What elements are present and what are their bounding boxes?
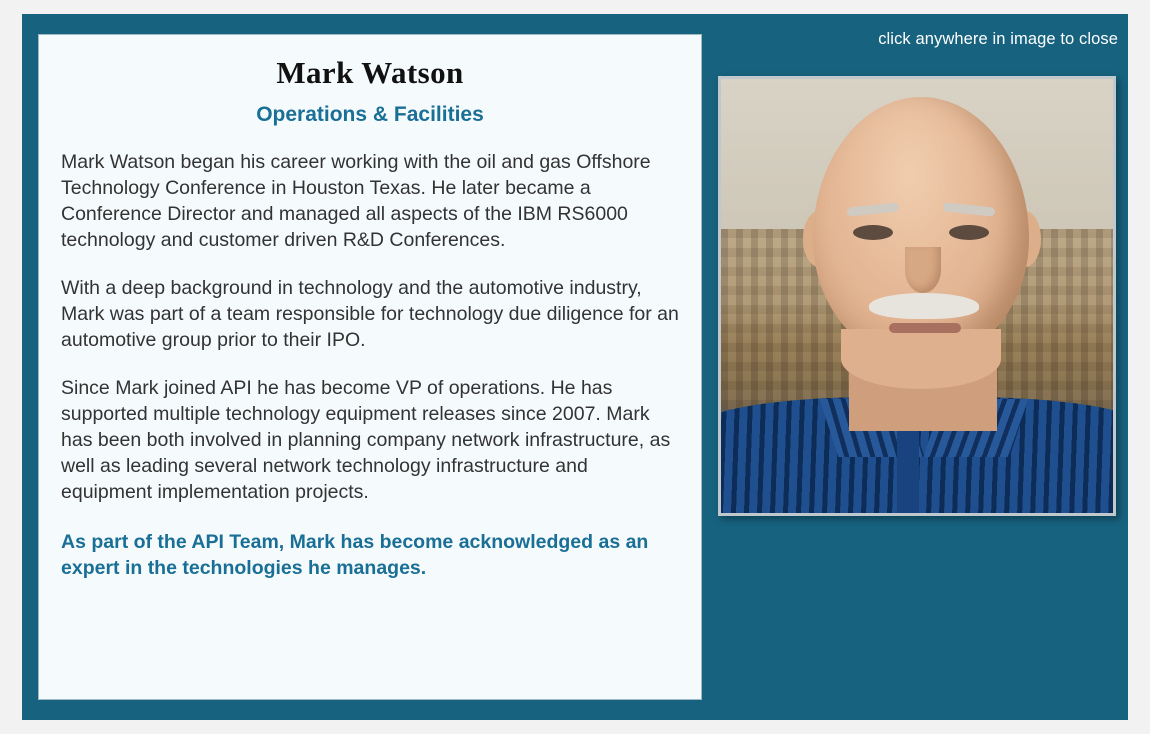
portrait-eye-right xyxy=(949,225,989,240)
portrait-nose xyxy=(905,247,941,293)
portrait-mouth xyxy=(889,323,961,333)
close-hint-text[interactable]: click anywhere in image to close xyxy=(878,30,1118,48)
portrait-chin xyxy=(841,329,1001,389)
portrait-mustache xyxy=(869,293,979,319)
bio-highlight-text: As part of the API Team, Mark has become acknowledged as an expert in the technologies he manages. xyxy=(61,531,649,579)
bio-paragraph-1: Mark Watson began his career working with the oil and gas Offshore Technology Conference in Houston Texas. He later became a Conference Director and managed all aspects of the IBM RS6000 technology and customer driven R&D Conferences. xyxy=(61,151,651,251)
portrait-placket xyxy=(897,431,919,516)
avatar xyxy=(718,76,1116,516)
bio-paragraph-2: With a deep background in technology and the automotive industry, Mark was part of a team responsible for technology due diligence for an automotive group prior to their IPO. xyxy=(61,277,679,351)
bio-modal-overlay[interactable] xyxy=(22,14,1128,720)
bio-paragraph-3: Since Mark joined API he has become VP of operations. He has supported multiple technology equipment releases since 2007. Mark has been both involved in planning company network infrastructure, as well as leading several network technology infrastructure and equipment implementation projects. xyxy=(61,377,671,503)
bio-card xyxy=(38,34,702,700)
page-title: Mark Watson xyxy=(276,55,464,90)
bio-role: Operations & Facilities xyxy=(256,103,484,126)
portrait-eye-left xyxy=(853,225,893,240)
